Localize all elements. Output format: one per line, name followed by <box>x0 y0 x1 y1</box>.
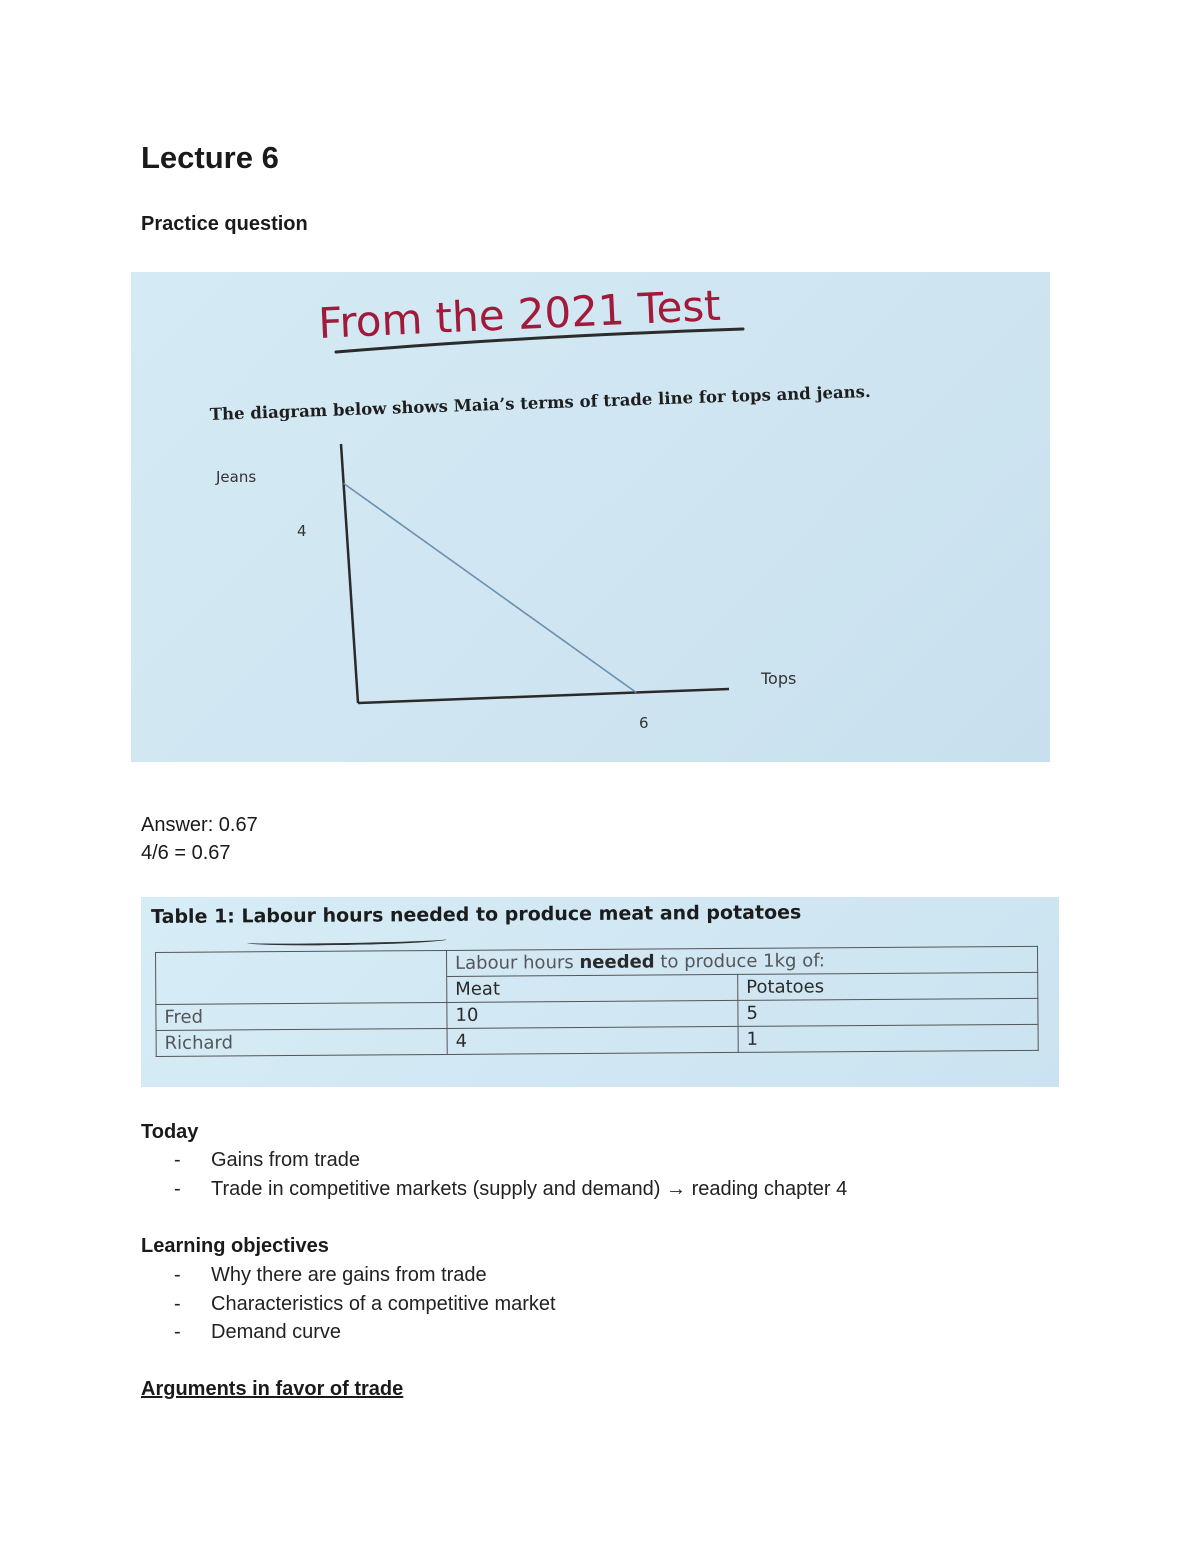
labour-hours-table <box>155 946 1039 1057</box>
list-item: - Demand curve <box>174 1321 342 1343</box>
x-axis <box>358 689 729 703</box>
x-tick-label: 6 <box>639 714 649 732</box>
meat-cell: 10 <box>447 1000 738 1028</box>
x-axis-label: Tops <box>761 669 797 688</box>
meat-cell: 4 <box>447 1026 738 1054</box>
today-heading: Today <box>141 1121 199 1143</box>
terms-of-trade-line <box>344 483 637 692</box>
column-header-potatoes: Potatoes <box>738 972 1038 1000</box>
learning-objectives-list <box>141 1261 1141 1347</box>
list-item: - Gains from trade <box>174 1149 360 1171</box>
page-title: Lecture 6 <box>141 140 279 175</box>
learning-objectives-heading: Learning objectives <box>141 1235 329 1257</box>
y-tick-label: 4 <box>297 522 307 540</box>
list-item: - Characteristics of a competitive market <box>174 1292 556 1315</box>
list-item: - Trade in competitive markets (supply and demand) → reading chapter 4 <box>174 1177 848 1200</box>
handwritten-underline <box>247 935 447 946</box>
table-caption: Table 1: Labour hours needed to produce meat and potatoes <box>151 901 802 928</box>
potatoes-cell: 5 <box>738 998 1038 1026</box>
labour-hours-table-photo <box>141 897 1059 1087</box>
potatoes-cell: 1 <box>738 1024 1038 1052</box>
table-header: Labour hours needed to produce 1kg of: <box>446 946 1037 976</box>
table-row <box>156 1024 1038 1056</box>
answer-line: Answer: 0.67 <box>141 814 258 836</box>
row-label: Richard <box>156 1028 447 1056</box>
test-question-photo <box>131 272 1050 762</box>
empty-header-cell <box>156 950 447 1004</box>
practice-question-heading: Practice question <box>141 213 308 235</box>
list-item: - Why there are gains from trade <box>174 1264 487 1286</box>
y-axis <box>341 444 358 703</box>
calculation-line: 4/6 = 0.67 <box>141 842 231 864</box>
arguments-heading: Arguments in favor of trade <box>141 1378 404 1400</box>
terms-of-trade-chart <box>131 272 1050 762</box>
column-header-meat: Meat <box>447 974 738 1002</box>
y-axis-label: Jeans <box>216 468 257 486</box>
question-text: The diagram below shows Maia’s terms of trade line for tops and jeans. <box>209 381 871 424</box>
today-list <box>141 1146 1141 1203</box>
handwritten-heading: From the 2021 Test <box>317 280 722 348</box>
row-label: Fred <box>156 1002 447 1030</box>
